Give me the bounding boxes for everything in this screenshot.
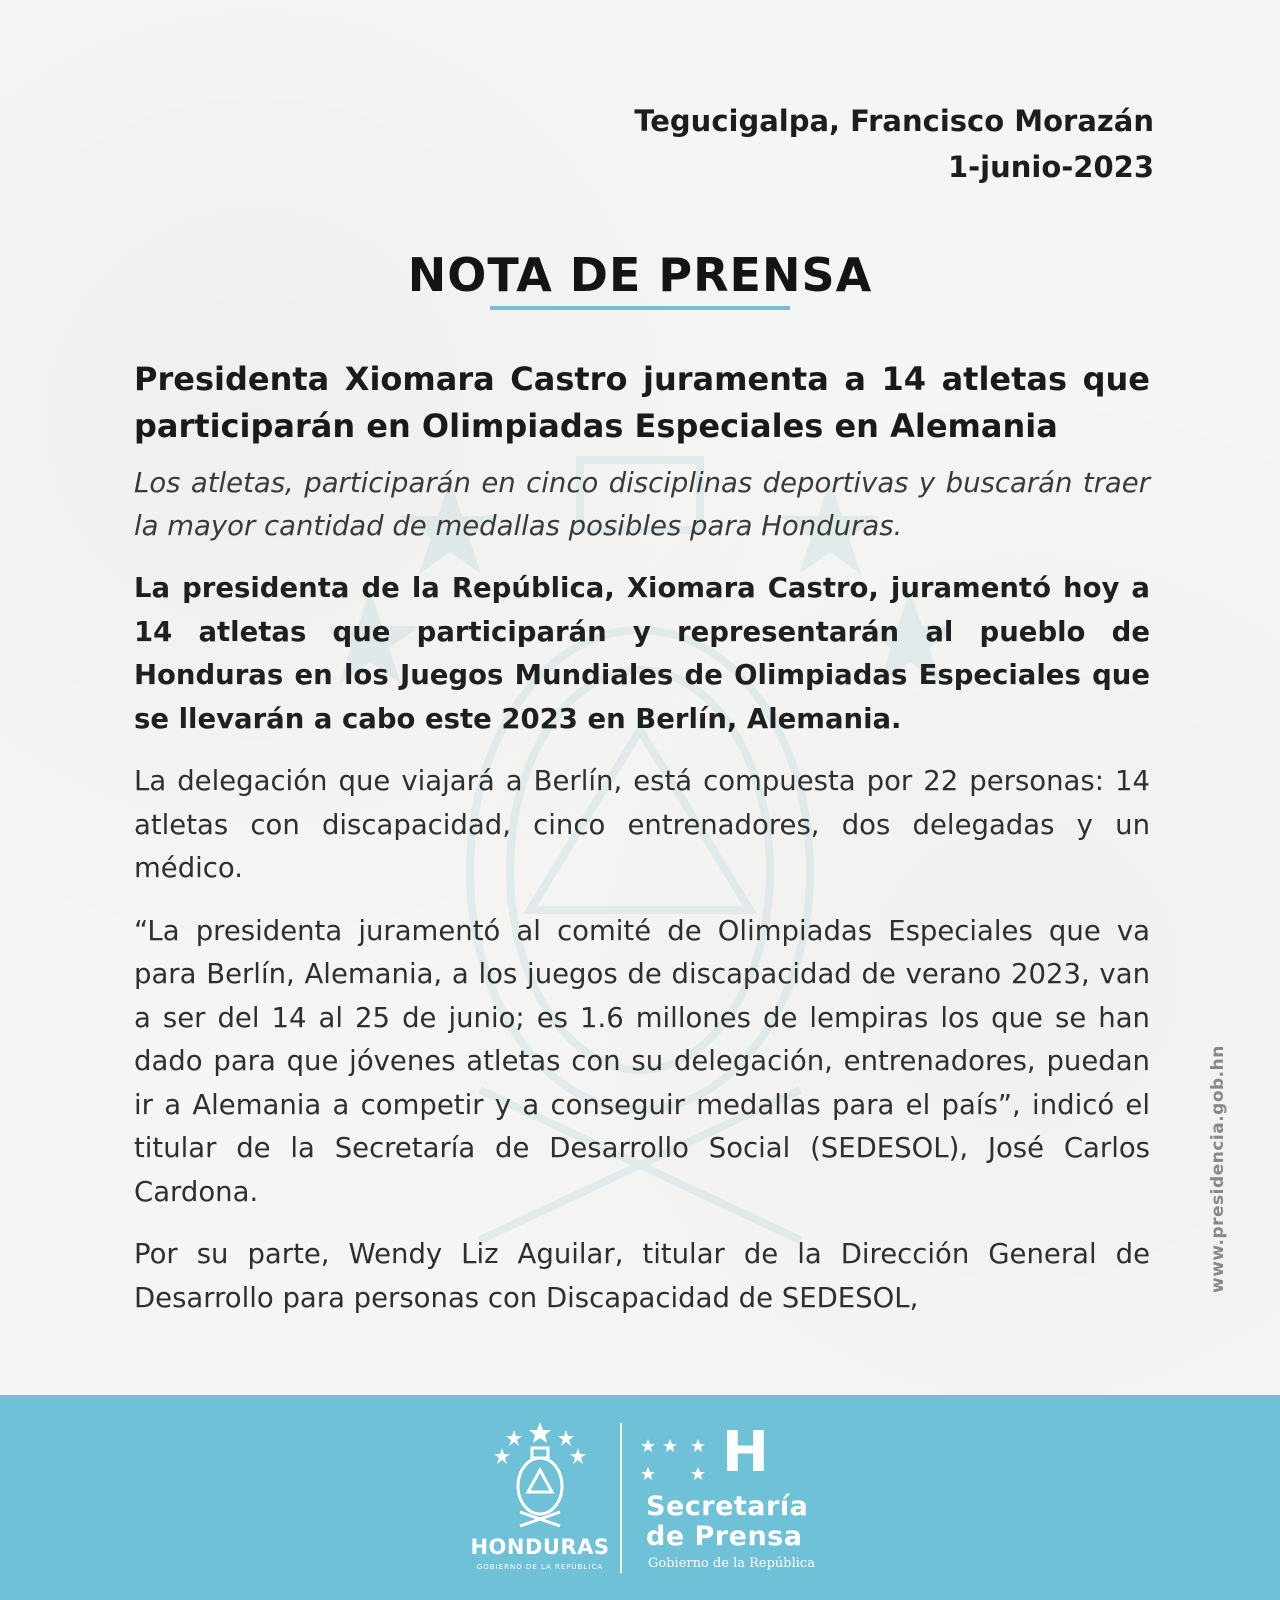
prensa-h-logo: H xyxy=(722,1420,769,1485)
article-body xyxy=(134,356,1150,1339)
location-city: Tegucigalpa, Francisco Morazán xyxy=(634,104,1154,138)
page-title: NOTA DE PRENSA xyxy=(407,248,873,302)
website-url: www.presidencia.gob.hn xyxy=(1208,1045,1228,1293)
article-paragraph-1: La presidenta de la República, Xiomara Castro, juramentó hoy a 14 atletas que participarán y representarán al pueblo de Honduras en los Juegos Mundiales de Olimpiadas Especiales que se llevarán a cabo este 2023 en Berlín, Alemania. xyxy=(134,572,1150,735)
honduras-coat-of-arms-icon xyxy=(490,1420,590,1530)
location-date: 1-junio-2023 xyxy=(947,150,1154,184)
stars-icon xyxy=(640,1437,720,1487)
location-dateline xyxy=(634,98,1154,190)
article-headline: Presidenta Xiomara Castro juramenta a 14 atletas que participarán en Olimpiadas Especiales en Alemania xyxy=(134,360,1150,445)
article-paragraph-2: La delegación que viajará a Berlín, está compuesta por 22 personas: 14 atletas con discapacidad, cinco entrenadores, dos delegadas y un médico. xyxy=(134,765,1150,884)
footer-banner xyxy=(0,1395,1280,1600)
article-paragraph-4: Por su parte, Wendy Liz Aguilar, titular de la Dirección General de Desarrollo para personas con Discapacidad de SEDESOL, xyxy=(134,1238,1150,1314)
title-underline xyxy=(490,306,790,310)
prensa-wordmark-line1: Secretaría xyxy=(646,1491,809,1522)
article-lead: Los atletas, participarán en cinco disciplinas deportivas y buscarán traer la mayor cantidad de medallas posibles para Honduras. xyxy=(134,467,1150,542)
prensa-wordmark-line2: de Prensa xyxy=(646,1521,803,1552)
prensa-subtitle: Gobierno de la República xyxy=(648,1556,815,1571)
honduras-subtitle: GOBIERNO DE LA REPÚBLICA xyxy=(476,1563,604,1571)
footer-divider xyxy=(620,1423,622,1573)
honduras-wordmark: HONDURAS xyxy=(470,1535,610,1559)
article-paragraph-3: “La presidenta juramentó al comité de Olimpiadas Especiales que va para Berlín, Alemania, a los juegos de discapacidad de verano 2023, van a ser del 14 al 25 de junio; es 1.6 millones de lempiras los que se han dado para que jóvenes atletas con su delegación, entrenadores, puedan ir a Alemania a competir y a conseguir medallas para el país”, indicó el titular de la Secretaría de Desarrollo Social (SEDESOL), José Carlos Cardona. xyxy=(134,914,1150,1208)
